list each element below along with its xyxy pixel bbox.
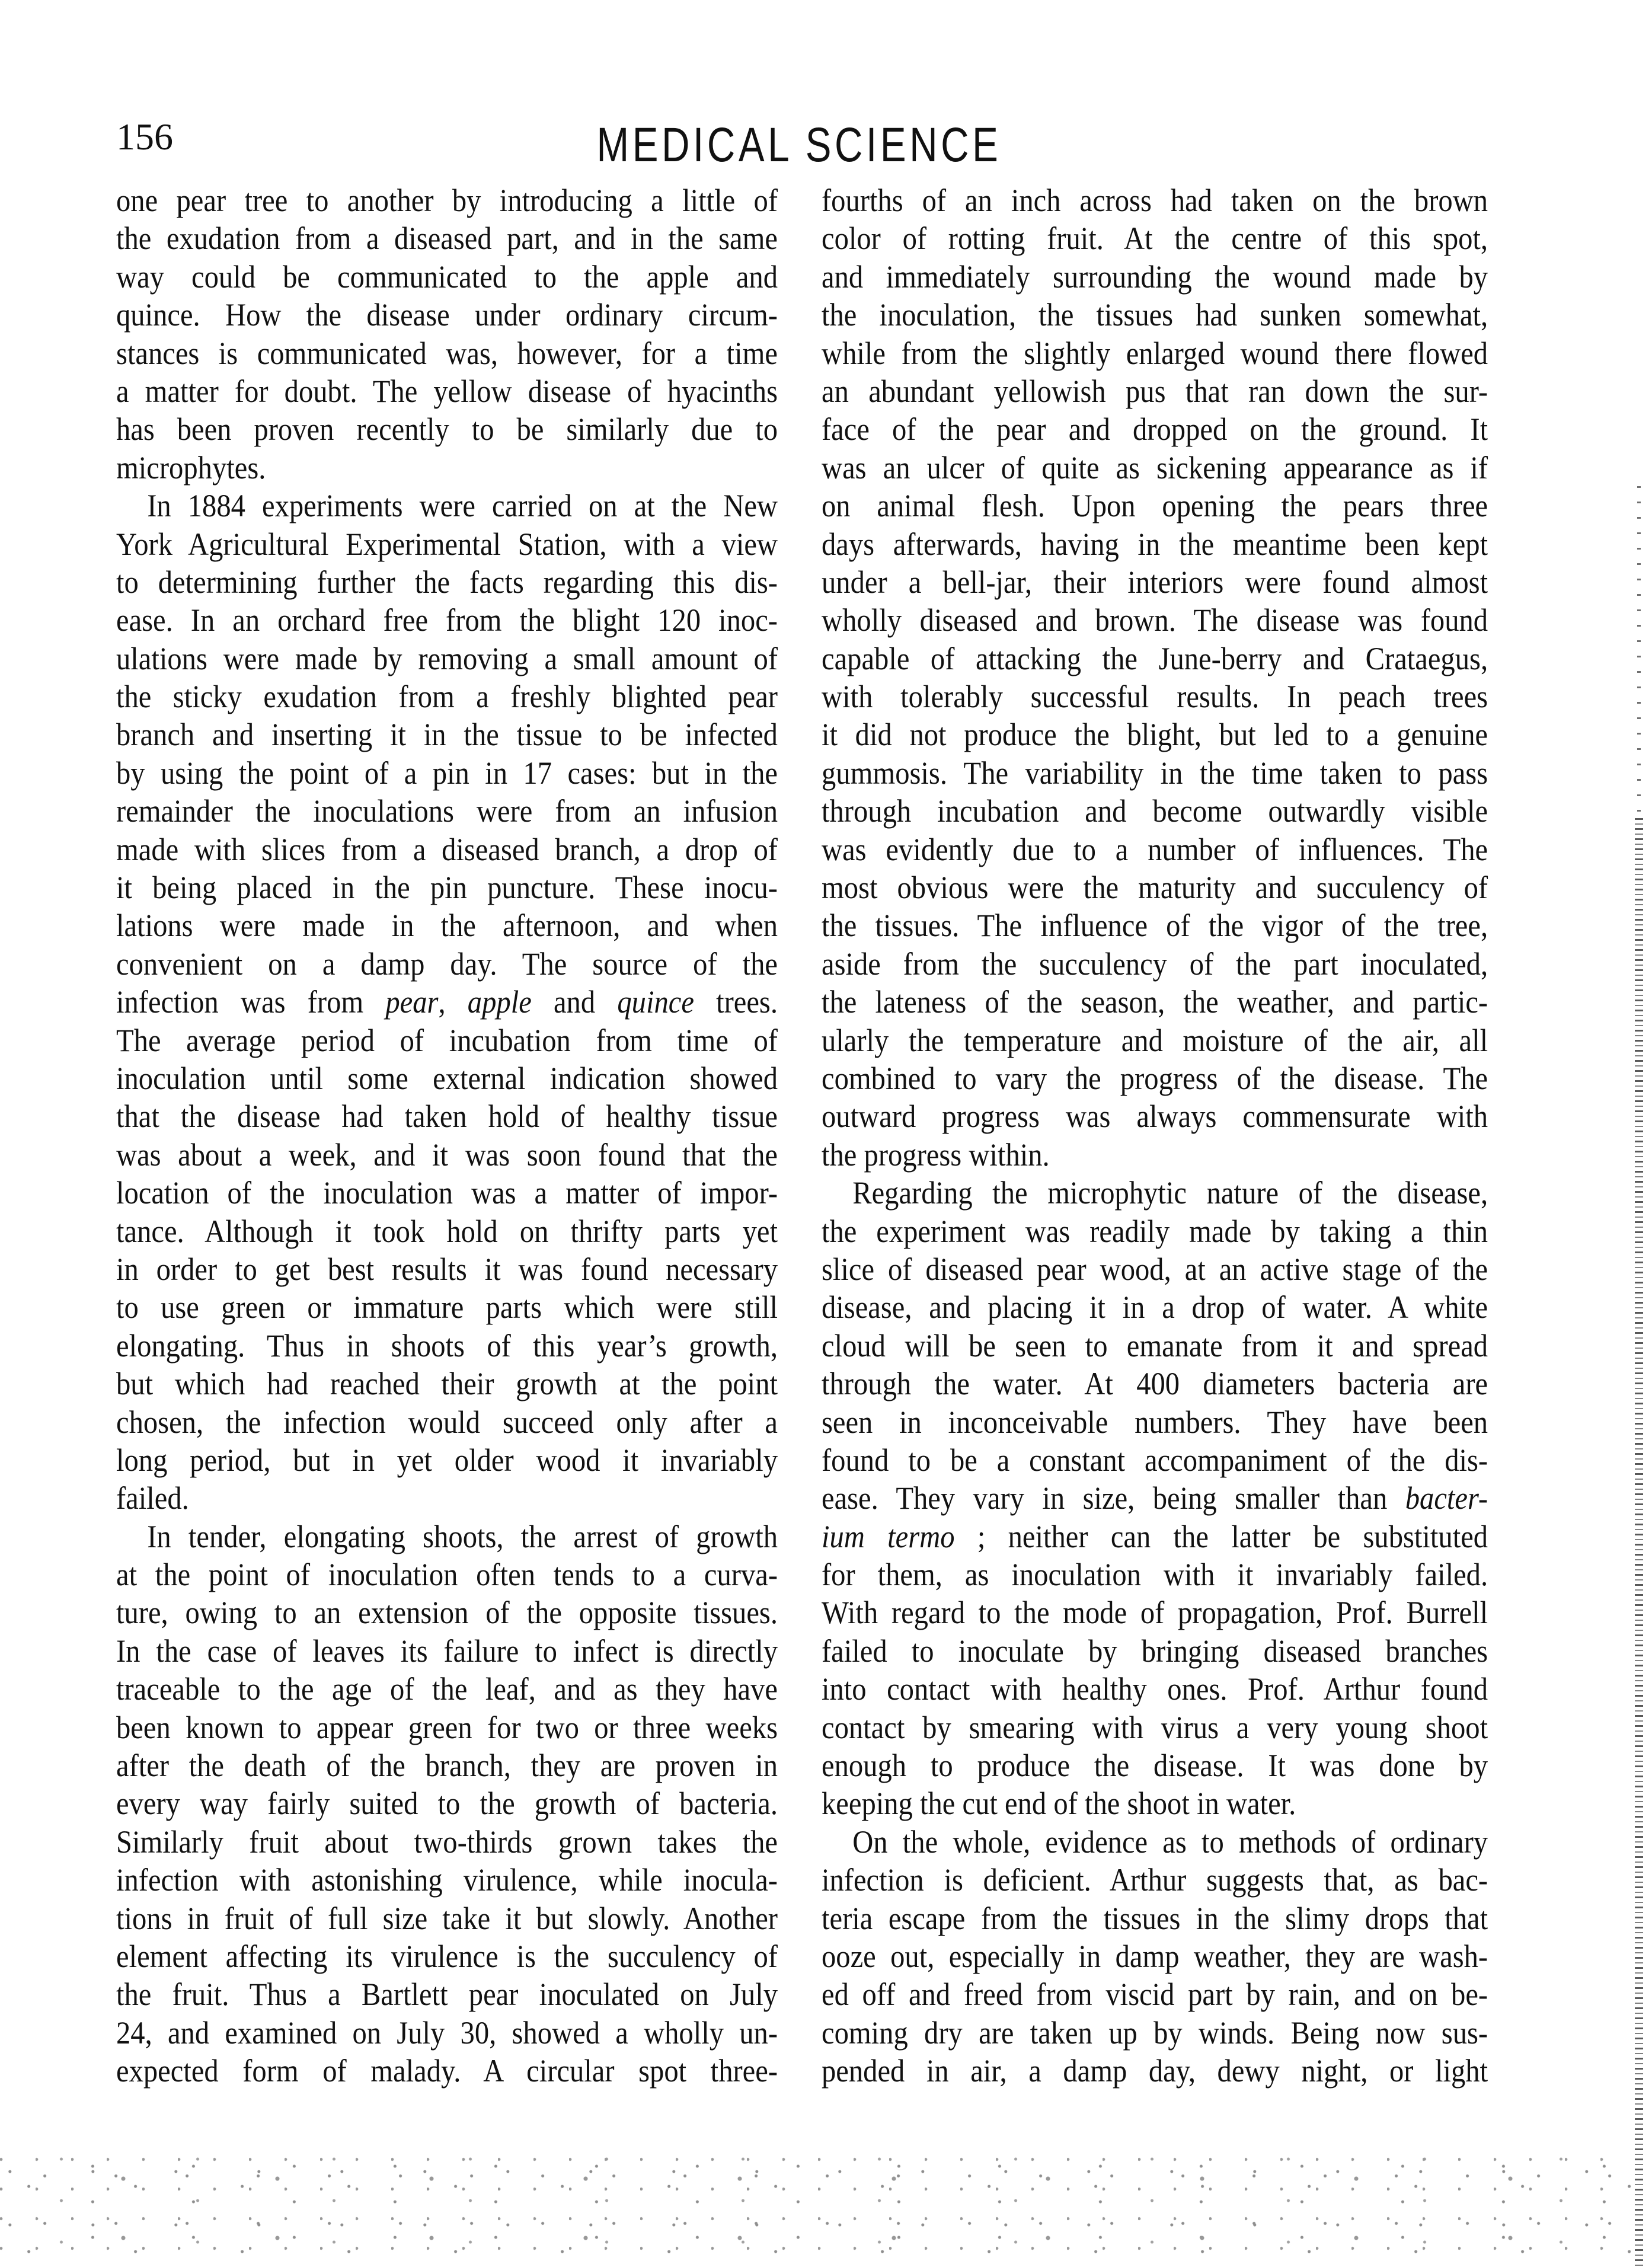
text-line: [822, 1746, 1488, 1784]
text-segment: On the whole, evidence as to methods of ordinary: [852, 1824, 1488, 1860]
text-segment: ture, owing to an extension of the opposite tissues.: [116, 1595, 778, 1631]
text-line: [116, 563, 778, 601]
text-segment: the fruit. Thus a Bartlett pear inoculated on July: [116, 1977, 778, 2013]
text-segment: found to be a constant accompaniment of the dis-: [822, 1442, 1488, 1478]
text-line: [822, 640, 1488, 678]
text-segment: ooze out, especially in damp weather, they are wash-: [822, 1938, 1488, 1974]
text-line: [822, 945, 1488, 983]
text-line: [116, 1518, 778, 1556]
text-line: [116, 1746, 778, 1784]
text-segment: quince. How the disease under ordinary circum-: [116, 297, 778, 333]
text-segment: coming dry are taken up by winds. Being now sus-: [822, 2014, 1488, 2051]
text-segment: in order to get best results it was found necessary: [116, 1251, 778, 1287]
text-segment: through the water. At 400 diameters bacteria are: [822, 1366, 1488, 1402]
text-line: [116, 219, 778, 257]
text-line: [822, 1059, 1488, 1097]
text-segment: infection is deficient. Arthur suggests that, as bac-: [822, 1862, 1488, 1898]
text-segment: inoculation until some external indication showed: [116, 1060, 778, 1096]
scan-noise-artifact: [0, 2134, 1636, 2267]
scan-edge-artifact: [1635, 818, 1643, 2267]
text-line: [116, 334, 778, 372]
text-line: [822, 1250, 1488, 1288]
text-line: [822, 869, 1488, 906]
text-line: [822, 1823, 1488, 1861]
text-segment: but which had reached their growth at the point: [116, 1366, 778, 1402]
text-line: [116, 1097, 778, 1135]
text-line: [116, 1632, 778, 1670]
text-segment: enough to produce the disease. It was done by: [822, 1748, 1488, 1784]
text-line: [116, 258, 778, 296]
text-line: [822, 716, 1488, 753]
text-line: [822, 525, 1488, 563]
text-line: [822, 1518, 1488, 1556]
text-segment: capable of attacking the June-berry and Crataegus,: [822, 640, 1488, 676]
text-segment: With regard to the mode of propagation, Prof. Burrell: [822, 1595, 1488, 1631]
text-segment: way could be communicated to the apple and: [116, 258, 778, 295]
text-segment: ease. In an orchard free from the blight 120 inoc-: [116, 602, 778, 638]
italic-text: bacter-: [1405, 1480, 1488, 1516]
text-line: [116, 1136, 778, 1174]
text-segment: was an ulcer of quite as sickening appearance as if: [822, 449, 1488, 486]
text-segment: microphytes.: [116, 449, 266, 486]
text-line: [116, 1784, 778, 1822]
text-line: [822, 1937, 1488, 1975]
text-segment: while from the slightly enlarged wound there flowed: [822, 335, 1488, 371]
text-segment: Regarding the microphytic nature of the disease,: [852, 1175, 1488, 1211]
text-line: [822, 372, 1488, 410]
text-line: [822, 487, 1488, 525]
italic-text: apple: [467, 984, 532, 1020]
text-line: [116, 678, 778, 716]
text-line: [822, 754, 1488, 792]
text-line: [116, 410, 778, 448]
text-segment: branch and inserting it in the tissue to be infected: [116, 717, 778, 753]
text-line: [822, 906, 1488, 944]
text-line: [822, 2052, 1488, 2090]
text-segment: that the disease had taken hold of healthy tissue: [116, 1099, 778, 1135]
text-segment: The average period of incubation from time of: [116, 1022, 778, 1058]
text-line: [822, 258, 1488, 296]
text-line: [822, 1975, 1488, 2013]
text-line: [116, 1670, 778, 1708]
text-segment: ,: [438, 984, 468, 1020]
text-segment: an abundant yellowish pus that ran down the sur-: [822, 373, 1488, 409]
text-line: [116, 1212, 778, 1250]
text-segment: ularly the temperature and moisture of the air, all: [822, 1022, 1488, 1058]
text-line: [822, 1479, 1488, 1517]
running-title: MEDICAL SCIENCE: [596, 118, 1002, 172]
text-line: [822, 1365, 1488, 1403]
text-line: [116, 1594, 778, 1631]
text-line: [116, 181, 778, 219]
text-segment: chosen, the infection would succeed only after a: [116, 1404, 778, 1440]
text-segment: by using the point of a pin in 17 cases: but in the: [116, 755, 778, 791]
text-line: [822, 1403, 1488, 1441]
text-line: [116, 1479, 778, 1517]
text-segment: slice of diseased pear wood, at an active stage of the: [822, 1251, 1488, 1287]
text-line: [116, 1899, 778, 1937]
text-segment: at the point of inoculation often tends to a curva-: [116, 1557, 778, 1593]
text-line: [822, 831, 1488, 869]
text-line: [822, 1670, 1488, 1708]
text-line: [822, 334, 1488, 372]
text-line: [822, 1709, 1488, 1746]
text-segment: the progress within.: [822, 1136, 1050, 1173]
text-line: [116, 1823, 778, 1861]
text-segment: been known to appear green for two or three weeks: [116, 1709, 778, 1745]
text-segment: was about a week, and it was soon found that the: [116, 1136, 778, 1173]
text-line: [822, 181, 1488, 219]
text-segment: gummosis. The variability in the time taken to pass: [822, 755, 1488, 791]
text-line: [822, 563, 1488, 601]
text-line: [116, 1288, 778, 1326]
italic-text: ium termo: [822, 1518, 955, 1554]
text-segment: fourths of an inch across had taken on the brown: [822, 183, 1488, 218]
text-segment: contact by smearing with virus a very young shoot: [822, 1709, 1488, 1745]
text-line: [116, 525, 778, 563]
text-segment: trees.: [694, 984, 778, 1020]
text-segment: with tolerably successful results. In peach trees: [822, 679, 1488, 715]
text-line: [822, 1594, 1488, 1631]
text-segment: failed to inoculate by bringing diseased branches: [822, 1633, 1488, 1669]
text-line: [116, 1403, 778, 1441]
text-line: [822, 1136, 1488, 1174]
text-line: [116, 983, 778, 1021]
text-segment: one pear tree to another by introducing a little of: [116, 183, 778, 218]
text-segment: long period, but in yet older wood it invariably: [116, 1442, 778, 1478]
text-line: [822, 1212, 1488, 1250]
text-segment: wholly diseased and brown. The disease was found: [822, 602, 1488, 638]
text-segment: cloud will be seen to emanate from it and spread: [822, 1327, 1488, 1364]
text-line: [116, 601, 778, 639]
text-line: [116, 1250, 778, 1288]
text-line: [116, 2014, 778, 2052]
text-segment: York Agricultural Experimental Station, with a view: [116, 526, 778, 562]
text-line: [116, 716, 778, 753]
text-segment: under a bell-jar, their interiors were found almost: [822, 564, 1488, 600]
text-segment: through incubation and become outwardly visible: [822, 793, 1488, 829]
text-segment: teria escape from the tissues in the slimy drops that: [822, 1900, 1488, 1936]
text-segment: elongating. Thus in shoots of this year’s growth,: [116, 1327, 778, 1364]
text-segment: infection with astonishing virulence, while inocula-: [116, 1862, 778, 1898]
text-segment: disease, and placing it in a drop of water. A white: [822, 1289, 1488, 1326]
text-line: [116, 449, 778, 487]
text-segment: and: [531, 984, 618, 1020]
text-segment: most obvious were the maturity and succulency of: [822, 870, 1488, 906]
text-line: [822, 601, 1488, 639]
text-line: [822, 1174, 1488, 1212]
text-segment: after the death of the branch, they are proven in: [116, 1748, 778, 1784]
text-line: [116, 1059, 778, 1097]
text-line: [116, 640, 778, 678]
text-segment: ulations were made by removing a small amount of: [116, 640, 778, 676]
text-segment: made with slices from a diseased branch, a drop of: [116, 831, 778, 867]
text-segment: into contact with healthy ones. Prof. Arthur found: [822, 1671, 1488, 1707]
text-segment: In tender, elongating shoots, the arrest of growth: [147, 1518, 778, 1554]
text-segment: it did not produce the blight, but led to a genuine: [822, 717, 1488, 753]
text-segment: tions in fruit of full size take it but slowly. Another: [116, 1900, 778, 1936]
text-segment: outward progress was always commensurate with: [822, 1099, 1488, 1135]
text-line: [822, 219, 1488, 257]
text-line: [822, 1556, 1488, 1594]
text-segment: the tissues. The influence of the vigor of the tree,: [822, 908, 1488, 944]
text-line: [116, 1975, 778, 2013]
text-line: [116, 1556, 778, 1594]
text-segment: convenient on a damp day. The source of the: [116, 946, 778, 982]
text-line: [822, 410, 1488, 448]
scan-edge-artifact: [1637, 486, 1641, 818]
text-line: [116, 296, 778, 334]
text-segment: the sticky exudation from a freshly blighted pear: [116, 679, 778, 715]
text-segment: on animal flesh. Upon opening the pears three: [822, 488, 1488, 524]
text-line: [116, 1937, 778, 1975]
text-line: [116, 906, 778, 944]
text-line: [116, 1327, 778, 1365]
text-line: [822, 296, 1488, 334]
text-line: [116, 792, 778, 830]
text-segment: for them, as inoculation with it invariably failed.: [822, 1557, 1488, 1593]
text-line: [822, 1288, 1488, 1326]
text-segment: to use green or immature parts which were still: [116, 1289, 778, 1326]
text-line: [116, 372, 778, 410]
text-segment: seen in inconceivable numbers. They have been: [822, 1404, 1488, 1440]
text-line: [822, 1784, 1488, 1822]
text-segment: pended in air, a damp day, dewy night, or light: [822, 2053, 1488, 2089]
text-line: [116, 1021, 778, 1059]
text-segment: In 1884 experiments were carried on at the New: [147, 488, 778, 524]
text-segment: 24, and examined on July 30, showed a wholly un-: [116, 2014, 778, 2051]
text-segment: every way fairly suited to the growth of bacteria.: [116, 1786, 778, 1822]
italic-text: quince: [617, 984, 694, 1020]
text-segment: failed.: [116, 1480, 189, 1516]
text-line: [822, 792, 1488, 830]
text-segment: ; neither can the latter be substituted: [954, 1518, 1488, 1554]
text-segment: Similarly fruit about two-thirds grown takes the: [116, 1824, 778, 1860]
text-line: [822, 1899, 1488, 1937]
text-segment: face of the pear and dropped on the ground. It: [822, 411, 1488, 448]
text-segment: location of the inoculation was a matter of impor-: [116, 1175, 778, 1211]
text-segment: days afterwards, having in the meantime been kept: [822, 526, 1488, 562]
text-segment: the inoculation, the tissues had sunken somewhat,: [822, 297, 1488, 333]
text-line: [822, 983, 1488, 1021]
text-segment: the experiment was readily made by taking a thin: [822, 1213, 1488, 1249]
text-line: [116, 2052, 778, 2090]
text-line: [116, 1441, 778, 1479]
text-segment: a matter for doubt. The yellow disease of hyacinths: [116, 373, 778, 409]
text-segment: combined to vary the progress of the disease. The: [822, 1060, 1488, 1096]
text-segment: keeping the cut end of the shoot in water.: [822, 1786, 1296, 1822]
text-segment: remainder the inoculations were from an infusion: [116, 793, 778, 829]
text-segment: has been proven recently to be similarly due to: [116, 411, 778, 448]
text-line: [822, 1021, 1488, 1059]
text-line: [822, 678, 1488, 716]
italic-text: pear: [385, 984, 439, 1020]
text-line: [822, 2014, 1488, 2052]
text-segment: color of rotting fruit. At the centre of this spot,: [822, 221, 1488, 257]
text-segment: it being placed in the pin puncture. These inocu-: [116, 870, 778, 906]
text-segment: aside from the succulency of the part inoculated,: [822, 946, 1488, 982]
page-number: 156: [116, 116, 173, 158]
text-segment: the exudation from a diseased part, and in the same: [116, 221, 778, 257]
text-line: [116, 487, 778, 525]
text-segment: element affecting its virulence is the succulency of: [116, 1938, 778, 1974]
text-line: [116, 1861, 778, 1899]
text-line: [822, 1327, 1488, 1365]
text-line: [822, 1861, 1488, 1899]
text-line: [116, 1174, 778, 1212]
text-segment: was evidently due to a number of influences. The: [822, 831, 1488, 867]
text-segment: expected form of malady. A circular spot three-: [116, 2053, 778, 2089]
text-segment: the lateness of the season, the weather, and partic-: [822, 984, 1488, 1020]
text-line: [116, 754, 778, 792]
text-segment: lations were made in the afternoon, and when: [116, 908, 778, 944]
text-segment: In the case of leaves its failure to infect is directly: [116, 1633, 778, 1669]
text-segment: tance. Although it took hold on thrifty parts yet: [116, 1213, 778, 1249]
text-segment: and immediately surrounding the wound made by: [822, 258, 1488, 295]
text-segment: stances is communicated was, however, for a time: [116, 335, 778, 371]
text-segment: ed off and freed from viscid part by rain, and on be-: [822, 1977, 1488, 2013]
text-segment: traceable to the age of the leaf, and as they have: [116, 1671, 778, 1707]
text-line: [822, 449, 1488, 487]
text-column-left: [116, 181, 778, 2090]
text-line: [822, 1097, 1488, 1135]
text-segment: infection was from: [116, 984, 386, 1020]
text-line: [116, 869, 778, 906]
text-line: [822, 1441, 1488, 1479]
text-line: [116, 945, 778, 983]
text-line: [116, 1365, 778, 1403]
text-segment: ease. They vary in size, being smaller than: [822, 1480, 1405, 1516]
text-line: [822, 1632, 1488, 1670]
text-line: [116, 1709, 778, 1746]
text-column-right: [822, 181, 1488, 2090]
text-line: [116, 831, 778, 869]
text-segment: to determining further the facts regarding this dis-: [116, 564, 778, 600]
